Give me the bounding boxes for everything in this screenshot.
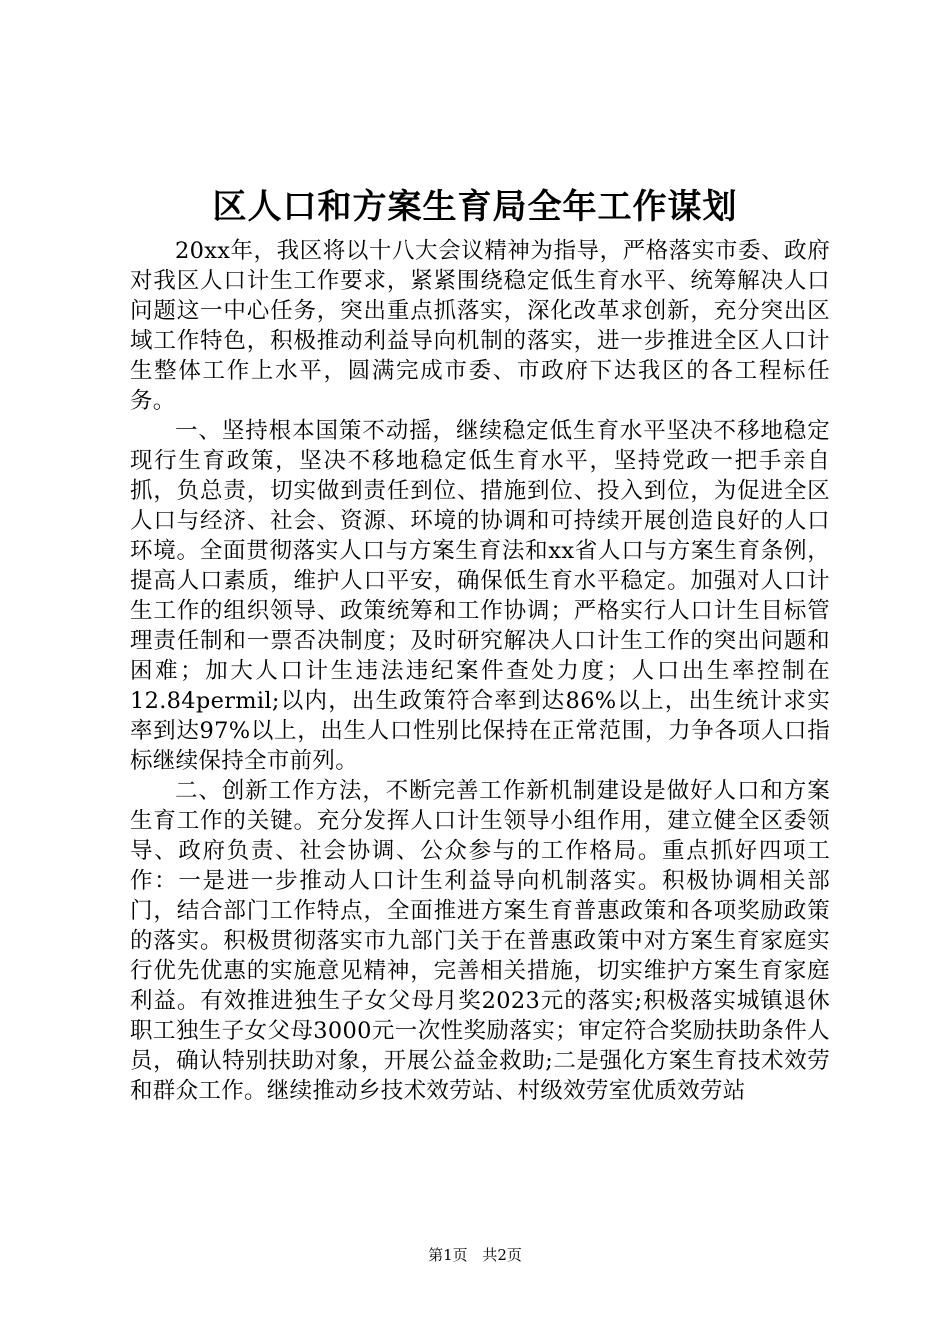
paragraph-intro: 20xx年，我区将以十八大会议精神为指导，严格落实市委、政府对我区人口计生工作要求，紧紧围绕稳定低生育水平、统筹解决人口问题这一中心任务，突出重点抓落实，深化改革求创新，充分突出区域工作特色，积极推动利益导向机制的落实，进一步推进全区人口计生整体工作上水平，圆满完成市委、市政府下达我区的各工程标任务。	[130, 238, 830, 414]
paragraph-section-one: 一、坚持根本国策不动摇，继续稳定低生育水平坚决不移地稳定现行生育政策，坚决不移地稳定低生育水平，坚持党政一把手亲自抓，负总责，切实做到责任到位、措施到位、投入到位，为促进全区人口与经济、社会、资源、环境的协调和可持续开展创造良好的人口环境。全面贯彻落实人口与方案生育法和xx省人口与方案生育条例，提高人口素质，维护人口平安，确保低生育水平稳定。加强对人口计生工作的组织领导、政策统筹和工作协调；严格实行人口计生目标管理责任制和一票否决制度；及时研究解决人口计生工作的突出问题和困难；加大人口计生违法违纪案件查处力度；人口出生率控制在12.84permil;以内，出生政策符合率到达86%以上，出生统计求实率到达97%以上，出生人口性别比保持在正常范围，力争各项人口指标继续保持全市前列。	[130, 418, 830, 774]
paragraph-section-two: 二、创新工作方法，不断完善工作新机制建设是做好人口和方案生育工作的关键。充分发挥人口计生领导小组作用，建立健全区委领导、政府负责、社会协调、公众参与的工作格局。重点抓好四项工作：一是进一步推动人口计生利益导向机制落实。积极协调相关部门，结合部门工作特点，全面推进方案生育普惠政策和各项奖励政策的落实。积极贯彻落实市九部门关于在普惠政策中对方案生育家庭实行优先优惠的实施意见精神，完善相关措施，切实维护方案生育家庭利益。有效推进独生子女父母月奖2023元的落实;积极落实城镇退休职工独生子女父母3000元一次性奖励落实；审定符合奖励扶助条件人员，确认特别扶助对象，开展公益金救助;二是强化方案生育技术效劳和群众工作。继续推动乡技术效劳站、村级效劳室优质效劳站	[130, 778, 830, 1104]
page-number: 第1页	[428, 1246, 468, 1264]
document-body	[130, 236, 830, 1106]
page-total: 共2页	[482, 1246, 522, 1264]
document-title: 区人口和方案生育局全年工作谋划	[212, 187, 738, 227]
page-footer	[0, 1245, 950, 1265]
